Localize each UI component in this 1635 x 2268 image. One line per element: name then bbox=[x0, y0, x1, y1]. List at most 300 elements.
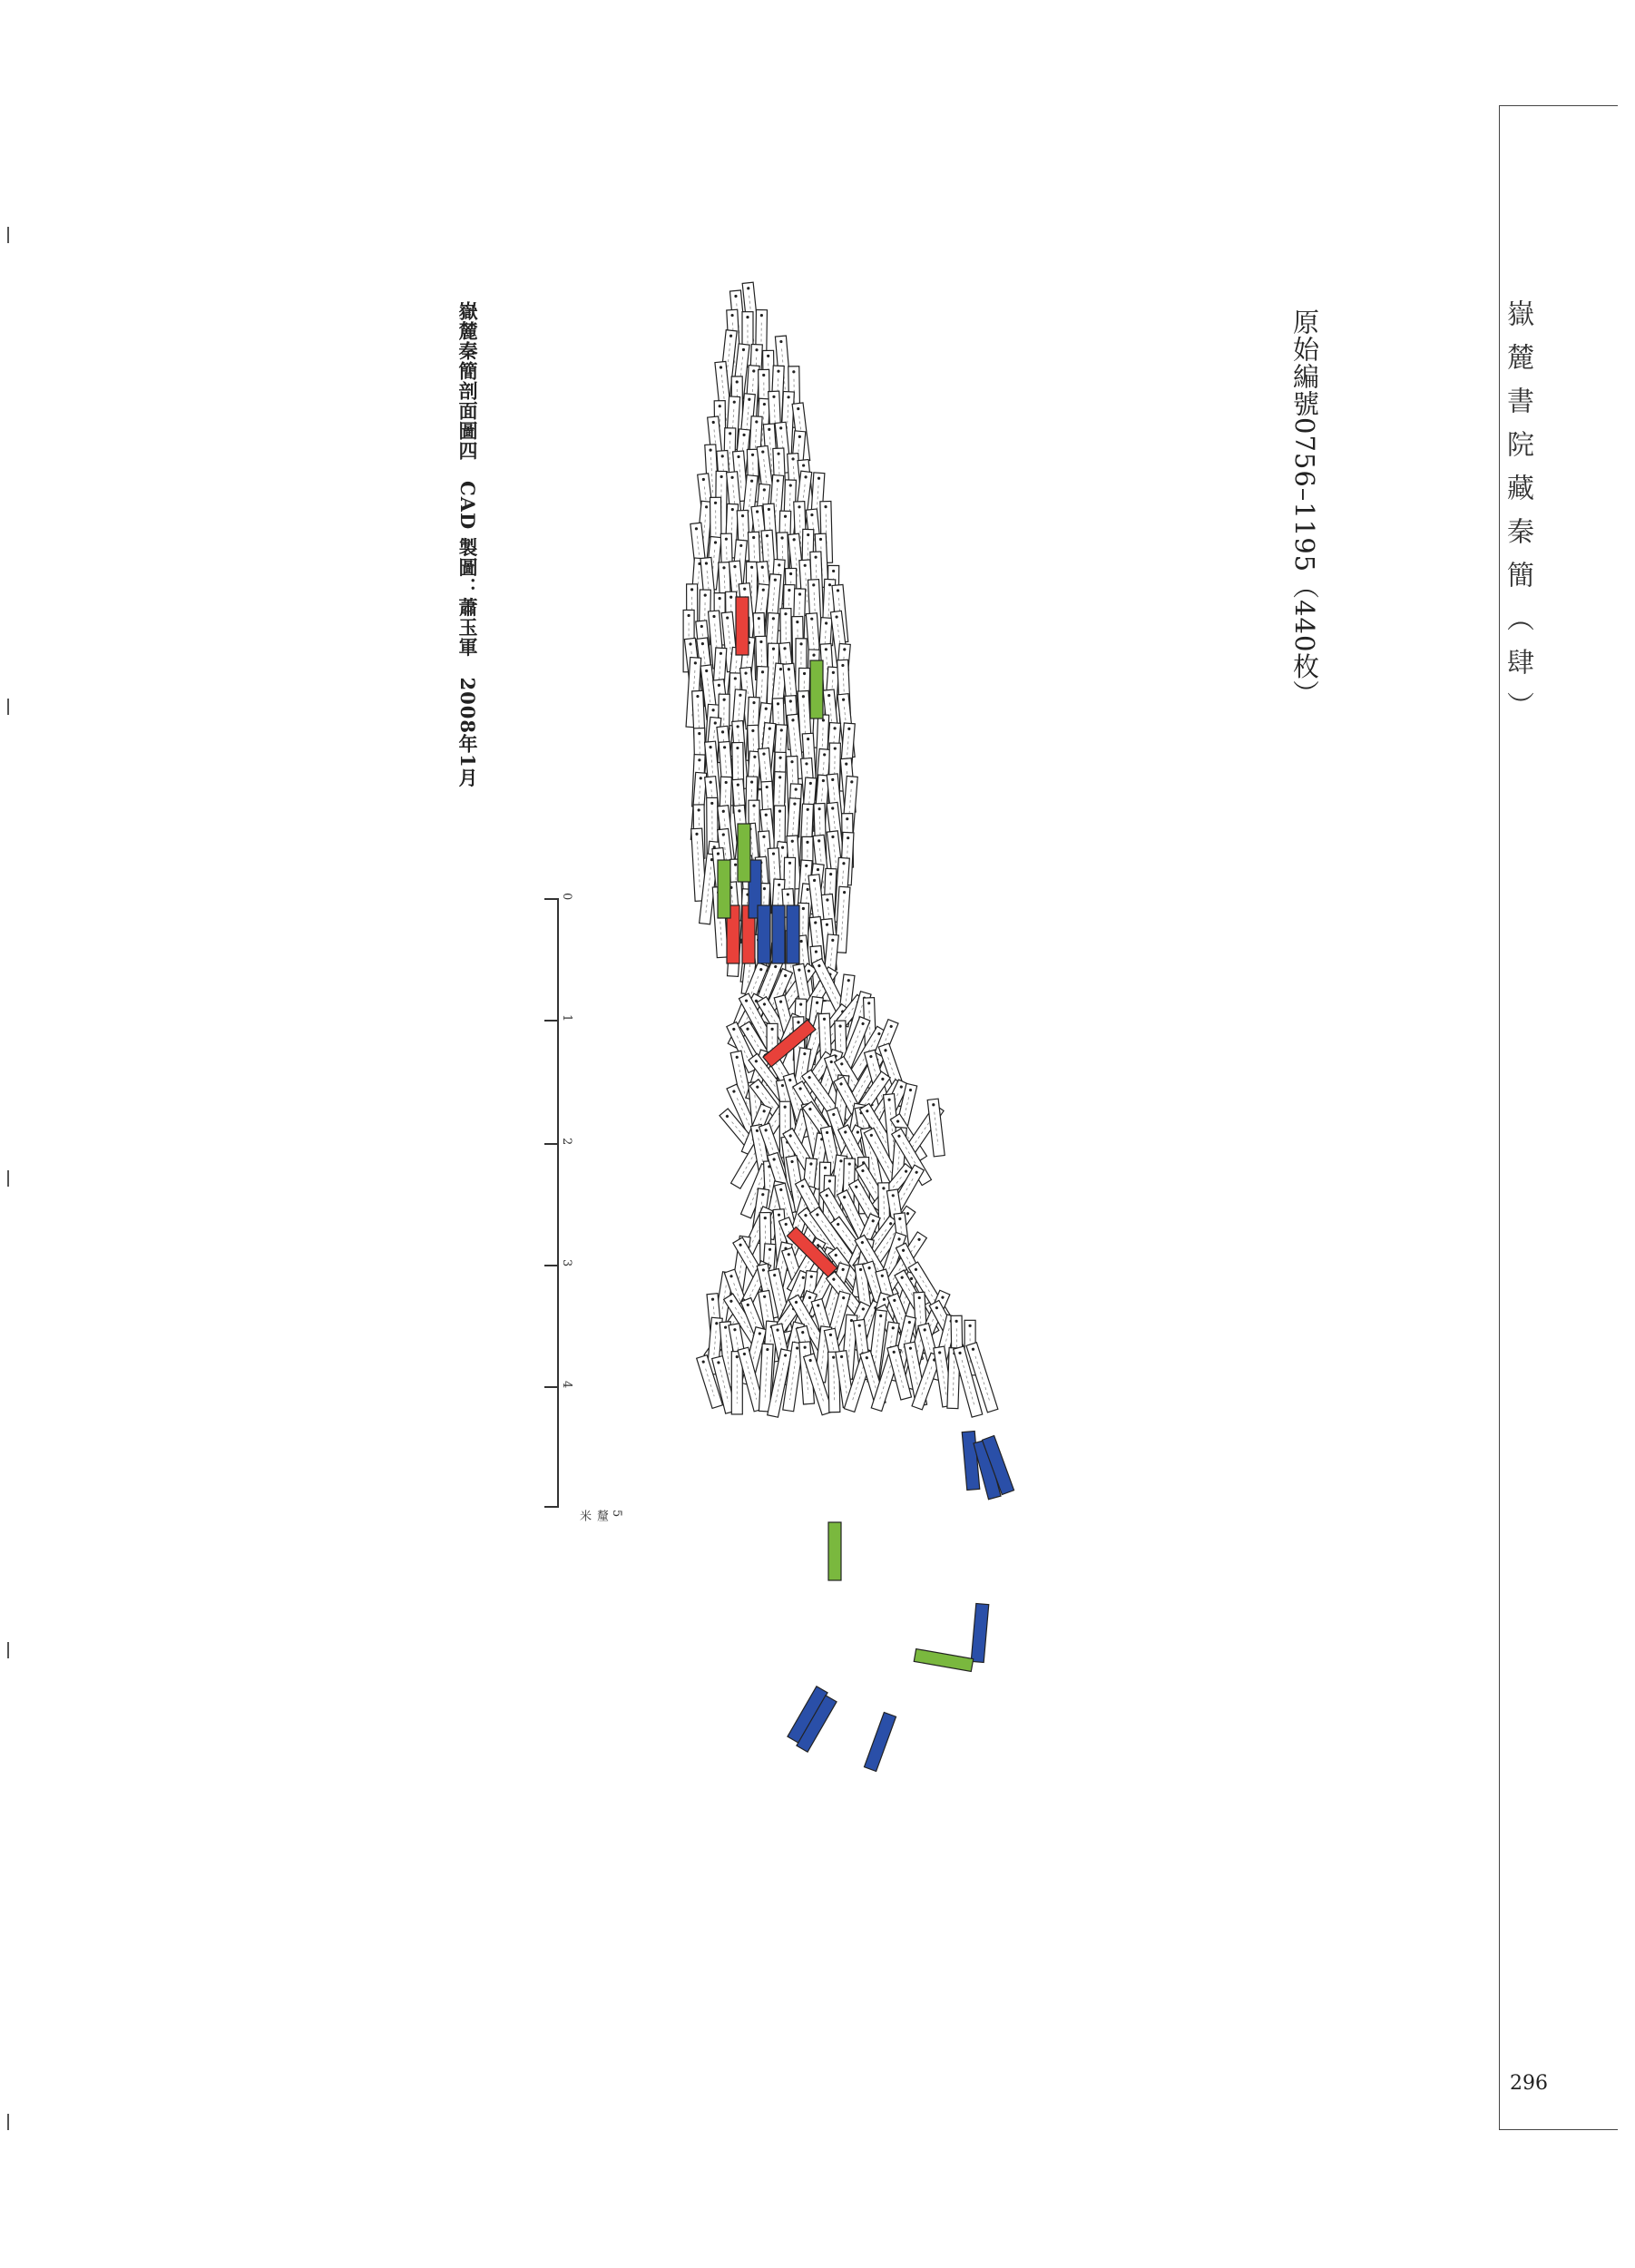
bamboo-slip bbox=[864, 998, 876, 1060]
bamboo-slip bbox=[769, 963, 817, 1025]
bamboo-slip bbox=[769, 391, 782, 449]
bamboo-slip bbox=[879, 1322, 899, 1382]
bamboo-slip bbox=[758, 748, 774, 803]
bamboo-slip bbox=[773, 1209, 788, 1271]
bamboo-slip bbox=[808, 580, 822, 651]
bamboo-slip bbox=[726, 591, 738, 641]
bamboo-slip bbox=[792, 1211, 825, 1268]
bamboo-slip bbox=[859, 1080, 905, 1140]
bamboo-slip bbox=[929, 1300, 967, 1358]
bamboo-slip bbox=[783, 480, 797, 549]
bamboo-slip bbox=[732, 720, 749, 788]
bamboo-slip bbox=[784, 1185, 816, 1257]
bamboo-slip bbox=[836, 643, 851, 696]
bamboo-slip bbox=[878, 1043, 909, 1106]
bamboo-slip bbox=[733, 805, 749, 855]
bamboo-slip bbox=[792, 403, 810, 462]
bamboo-slip bbox=[704, 1299, 752, 1361]
bamboo-slip bbox=[750, 1124, 772, 1187]
bamboo-slip bbox=[719, 330, 737, 403]
bamboo-slip bbox=[808, 1004, 850, 1055]
bamboo-slip bbox=[746, 1050, 771, 1100]
bamboo-slip bbox=[864, 1293, 891, 1352]
bamboo-slip bbox=[718, 694, 729, 763]
bamboo-slip bbox=[769, 1242, 792, 1305]
bamboo-slip bbox=[865, 1050, 893, 1118]
bamboo-slip bbox=[783, 1073, 811, 1138]
bamboo-slip bbox=[782, 1322, 804, 1374]
bamboo-slip bbox=[700, 854, 719, 924]
bamboo-slip bbox=[812, 694, 826, 748]
bamboo-slip bbox=[745, 777, 757, 835]
bamboo-slip bbox=[732, 779, 749, 847]
bamboo-slip bbox=[810, 946, 826, 1002]
bamboo-slip bbox=[757, 997, 794, 1049]
bamboo-slip bbox=[756, 636, 769, 704]
bamboo-slip bbox=[754, 919, 769, 974]
bamboo-slip bbox=[720, 1322, 736, 1388]
bamboo-slip bbox=[741, 941, 758, 995]
scale-tick bbox=[544, 898, 559, 900]
bamboo-slip bbox=[815, 533, 828, 587]
bamboo-slip bbox=[825, 1055, 852, 1108]
bamboo-slip bbox=[683, 610, 694, 671]
bamboo-slip bbox=[823, 689, 840, 754]
bamboo-slip bbox=[832, 584, 848, 642]
bamboo-slip bbox=[826, 1272, 871, 1325]
bamboo-slip bbox=[778, 1217, 807, 1268]
scale-tick-label: 1 bbox=[560, 1014, 573, 1022]
bamboo-slip bbox=[727, 647, 743, 703]
bamboo-slip bbox=[819, 994, 866, 1049]
bamboo-slip bbox=[947, 1348, 960, 1409]
bamboo-slip bbox=[782, 889, 797, 953]
bamboo-slip bbox=[774, 806, 786, 866]
bamboo-slip bbox=[786, 798, 800, 860]
bamboo-slip bbox=[749, 800, 759, 856]
bamboo-slip bbox=[827, 565, 839, 616]
scale-tick bbox=[544, 1020, 559, 1022]
scan-edge-mark bbox=[7, 227, 9, 243]
bamboo-slip bbox=[747, 449, 759, 502]
bamboo-slip bbox=[768, 848, 783, 918]
bamboo-slip bbox=[773, 448, 787, 520]
bamboo-slip bbox=[737, 1207, 773, 1267]
bamboo-slip bbox=[788, 367, 800, 428]
bamboo-slip bbox=[749, 1080, 788, 1127]
bamboo-slip bbox=[954, 1346, 983, 1417]
bamboo-slip bbox=[769, 560, 785, 631]
bamboo-slip bbox=[755, 703, 772, 757]
bamboo-slip bbox=[777, 533, 789, 604]
bamboo-slip bbox=[789, 1048, 811, 1116]
bamboo-slip bbox=[824, 1125, 865, 1195]
bamboo-slip bbox=[748, 960, 783, 1027]
bamboo-slip bbox=[777, 1270, 811, 1330]
bamboo-slip bbox=[739, 993, 778, 1053]
bamboo-slip bbox=[755, 856, 771, 924]
bamboo-slip bbox=[826, 722, 840, 776]
bamboo-slip bbox=[712, 648, 727, 700]
bamboo-slip bbox=[694, 728, 707, 790]
bamboo-slip bbox=[828, 1352, 840, 1413]
bamboo-slip bbox=[802, 1070, 851, 1133]
bamboo-slip bbox=[840, 758, 856, 813]
bamboo-slip bbox=[769, 663, 787, 728]
bamboo-slip bbox=[839, 723, 856, 792]
bamboo-slip bbox=[696, 621, 712, 679]
bamboo-slip bbox=[931, 1315, 957, 1381]
scale-tick bbox=[544, 1143, 559, 1145]
bamboo-slip bbox=[726, 396, 739, 450]
bamboo-slip bbox=[842, 814, 854, 868]
bamboo-slip bbox=[797, 903, 809, 972]
bamboo-slip bbox=[842, 1315, 857, 1379]
bamboo-slip bbox=[785, 696, 799, 750]
bamboo-slip bbox=[790, 431, 806, 484]
bamboo-slip bbox=[751, 1107, 788, 1155]
bamboo-slip bbox=[803, 1101, 849, 1161]
bamboo-slip bbox=[712, 847, 730, 919]
bamboo-slip bbox=[728, 920, 742, 976]
bamboo-slip bbox=[824, 868, 837, 920]
bamboo-slip bbox=[860, 1128, 883, 1192]
bamboo-slip bbox=[718, 806, 737, 875]
bamboo-slip bbox=[810, 552, 824, 624]
bamboo-slip bbox=[886, 1165, 924, 1219]
bamboo-slip bbox=[824, 1328, 845, 1380]
bamboo-slip bbox=[755, 398, 769, 464]
bamboo-slip bbox=[768, 943, 783, 1006]
bamboo-slip bbox=[717, 450, 731, 507]
bamboo-slip bbox=[740, 889, 754, 940]
bamboo-slip bbox=[802, 836, 813, 891]
bamboo-slip bbox=[750, 584, 769, 655]
bamboo-slip bbox=[746, 562, 757, 623]
bamboo-slip bbox=[760, 1244, 776, 1306]
bamboo-slip bbox=[827, 802, 844, 857]
bamboo-slip bbox=[741, 855, 756, 915]
bamboo-slip bbox=[828, 743, 840, 807]
bamboo-slip bbox=[808, 875, 827, 946]
serial-range-heading: 原始編號0756–1195（440枚） bbox=[1289, 308, 1320, 708]
bamboo-slip bbox=[727, 1084, 760, 1139]
bamboo-slip bbox=[757, 445, 776, 513]
bamboo-slip bbox=[810, 1207, 858, 1269]
bamboo-slip bbox=[720, 533, 732, 584]
bamboo-slip bbox=[707, 797, 719, 869]
bamboo-slip bbox=[753, 612, 767, 679]
bamboo-slip bbox=[802, 733, 816, 785]
bamboo-slip bbox=[752, 934, 771, 1000]
bamboo-slip bbox=[723, 428, 735, 489]
bamboo-slip bbox=[856, 1163, 897, 1223]
bamboo-slip bbox=[734, 429, 750, 485]
bamboo-slip bbox=[827, 774, 844, 842]
bamboo-slip bbox=[775, 336, 791, 404]
bamboo-slip bbox=[717, 726, 733, 779]
bamboo-slip bbox=[780, 609, 792, 679]
bamboo-slip bbox=[835, 886, 850, 953]
bamboo-slip bbox=[759, 369, 770, 421]
bamboo-slip bbox=[827, 1108, 853, 1158]
bamboo-slip bbox=[725, 503, 739, 558]
bamboo-slip bbox=[864, 1128, 904, 1190]
bamboo-slip bbox=[727, 1022, 759, 1072]
bamboo-slip bbox=[705, 741, 722, 810]
bamboo-slip bbox=[792, 616, 804, 671]
bamboo-slip bbox=[872, 1164, 914, 1212]
highlighted-slip-red bbox=[787, 1227, 837, 1276]
bamboo-slip bbox=[732, 540, 748, 591]
bamboo-slip bbox=[801, 529, 814, 601]
bamboo-slip bbox=[718, 828, 736, 899]
bamboo-slip bbox=[853, 1216, 898, 1271]
bamboo-slip bbox=[772, 842, 788, 893]
bamboo-slip bbox=[818, 1263, 849, 1333]
bamboo-slip bbox=[860, 1103, 900, 1160]
bamboo-slip bbox=[779, 1101, 790, 1158]
bamboo-slip bbox=[757, 1264, 779, 1319]
scan-edge-mark bbox=[7, 2114, 9, 2130]
bamboo-slip bbox=[759, 1213, 771, 1266]
bamboo-slip bbox=[790, 1051, 834, 1110]
book-title: 嶽麓書院藏秦簡（肆） bbox=[1502, 299, 1533, 735]
bamboo-slip bbox=[733, 1237, 776, 1300]
bamboo-slip bbox=[759, 831, 774, 889]
bamboo-slip bbox=[818, 1013, 832, 1081]
bamboo-slip bbox=[843, 992, 871, 1055]
bamboo-slip bbox=[886, 1189, 906, 1241]
bamboo-slip bbox=[811, 1299, 838, 1357]
bamboo-slip bbox=[769, 914, 780, 976]
bamboo-slip bbox=[818, 618, 832, 670]
bamboo-slip bbox=[748, 532, 760, 587]
bamboo-slip bbox=[728, 993, 763, 1049]
bamboo-slip bbox=[837, 974, 855, 1027]
bamboo-slip bbox=[866, 1206, 915, 1271]
bamboo-slip bbox=[794, 471, 812, 534]
scan-edge-mark bbox=[7, 1642, 9, 1658]
bamboo-slip bbox=[740, 1022, 778, 1074]
bamboo-slip bbox=[837, 660, 852, 731]
bamboo-slip bbox=[765, 1013, 803, 1083]
bamboo-slip bbox=[800, 1271, 818, 1324]
bamboo-slip bbox=[816, 748, 831, 800]
bamboo-slip bbox=[707, 1294, 724, 1362]
bamboo-slip bbox=[894, 1213, 911, 1266]
bamboo-slip bbox=[769, 1269, 793, 1334]
bamboo-slip bbox=[951, 1315, 963, 1375]
bamboo-slip bbox=[934, 1346, 954, 1407]
bamboo-slip bbox=[740, 911, 759, 983]
bamboo-slip bbox=[799, 1342, 815, 1404]
scale-unit-label: 5釐米 bbox=[577, 1510, 623, 1521]
bamboo-slip bbox=[748, 416, 762, 483]
bamboo-slip bbox=[684, 638, 702, 699]
bamboo-slip bbox=[767, 1023, 778, 1085]
bamboo-slip bbox=[809, 1050, 843, 1121]
bamboo-slip bbox=[691, 828, 706, 901]
scale-tick bbox=[544, 1506, 559, 1508]
bamboo-slip bbox=[710, 497, 722, 570]
bamboo-slip bbox=[737, 510, 750, 561]
bamboo-slip bbox=[693, 805, 705, 858]
bamboo-slip bbox=[715, 1272, 734, 1324]
highlighted-slip-blue bbox=[864, 1713, 896, 1772]
bamboo-slip bbox=[705, 704, 720, 759]
scale-tick-label: 3 bbox=[560, 1259, 573, 1267]
bamboo-slip bbox=[761, 1321, 778, 1393]
bamboo-slip bbox=[697, 638, 716, 707]
bamboo-slip bbox=[912, 1353, 941, 1410]
highlighted-slip-red bbox=[763, 1020, 816, 1067]
bamboo-slip bbox=[849, 1301, 883, 1352]
bamboo-slip bbox=[773, 725, 788, 791]
bamboo-slip bbox=[801, 1102, 824, 1160]
bamboo-slip bbox=[770, 879, 785, 950]
bamboo-slip bbox=[774, 995, 798, 1048]
bamboo-slip bbox=[729, 290, 746, 347]
bamboo-slip bbox=[729, 1236, 750, 1306]
bamboo-slip bbox=[692, 755, 705, 807]
bamboo-slip bbox=[966, 1343, 998, 1413]
bamboo-slip bbox=[799, 560, 814, 616]
bamboo-slip bbox=[811, 1246, 856, 1302]
bamboo-slip bbox=[719, 562, 732, 621]
bamboo-slip bbox=[835, 1057, 874, 1111]
bamboo-slip bbox=[760, 969, 793, 1024]
bamboo-slip bbox=[749, 1081, 765, 1141]
bamboo-slip bbox=[855, 1235, 898, 1298]
bamboo-slip bbox=[720, 1109, 772, 1168]
highlighted-slip-green bbox=[914, 1649, 973, 1672]
scale-tick bbox=[544, 1386, 559, 1388]
bamboo-slip bbox=[783, 1129, 824, 1187]
bamboo-slip bbox=[690, 772, 706, 840]
bamboo-slip bbox=[837, 694, 855, 758]
bamboo-slip bbox=[741, 1164, 772, 1218]
bamboo-slip bbox=[756, 310, 768, 371]
bamboo-slip bbox=[804, 1354, 833, 1415]
bamboo-slip bbox=[793, 1081, 832, 1137]
bamboo-slip bbox=[705, 777, 722, 844]
bamboo-slip bbox=[814, 804, 827, 860]
bamboo-slip bbox=[837, 1190, 875, 1252]
bamboo-slip bbox=[903, 1325, 929, 1389]
bamboo-slip bbox=[786, 1156, 806, 1213]
bamboo-slip bbox=[902, 1105, 944, 1159]
bamboo-slip bbox=[806, 509, 822, 563]
highlighted-slip-blue bbox=[982, 1436, 1013, 1495]
bamboo-slip bbox=[748, 725, 760, 790]
bamboo-slip bbox=[915, 1290, 950, 1354]
bamboo-slip bbox=[890, 1127, 906, 1196]
bamboo-slip bbox=[964, 1320, 975, 1375]
bamboo-slip bbox=[830, 611, 848, 671]
bamboo-slip bbox=[757, 883, 769, 938]
bamboo-slip bbox=[775, 422, 791, 473]
highlighted-slip-green bbox=[828, 1522, 841, 1580]
bamboo-slip bbox=[697, 1355, 723, 1409]
bamboo-slip bbox=[795, 1179, 834, 1241]
scale-bar bbox=[544, 893, 623, 1521]
bamboo-slip bbox=[788, 533, 805, 589]
bamboo-slip bbox=[715, 471, 727, 542]
bamboo-slip bbox=[765, 1049, 803, 1102]
bamboo-slip bbox=[712, 1356, 737, 1413]
highlighted-slip-red bbox=[742, 905, 755, 963]
bamboo-slip bbox=[844, 1353, 872, 1412]
highlighted-slip-green bbox=[738, 824, 750, 882]
bamboo-slip bbox=[896, 1243, 935, 1305]
bamboo-slip bbox=[759, 1290, 781, 1362]
bamboo-slip bbox=[834, 1077, 869, 1129]
bamboo-slip bbox=[763, 1181, 786, 1240]
bamboo-slip bbox=[822, 934, 839, 1002]
bamboo-slip bbox=[692, 690, 706, 748]
bamboo-slip bbox=[794, 502, 808, 562]
bamboo-slip bbox=[772, 699, 785, 752]
highlighted-slip-blue bbox=[971, 1604, 989, 1663]
bamboo-slip bbox=[800, 1158, 817, 1216]
bamboo-slip bbox=[858, 1158, 870, 1214]
bamboo-slip bbox=[908, 1262, 954, 1327]
bamboo-slip bbox=[761, 781, 775, 835]
bamboo-slip bbox=[798, 459, 814, 512]
bamboo-slip bbox=[835, 857, 850, 923]
bamboo-slip bbox=[690, 523, 709, 590]
bamboo-slip bbox=[820, 1126, 843, 1187]
bamboo-slip bbox=[795, 935, 814, 1005]
bamboo-slip bbox=[786, 931, 797, 1001]
highlighted-slip-red bbox=[736, 597, 749, 655]
scale-line bbox=[557, 898, 559, 1508]
bamboo-slip bbox=[887, 1345, 912, 1400]
bamboo-slip bbox=[739, 667, 757, 728]
highlighted-slip-blue bbox=[758, 905, 770, 963]
highlighted-slip-blue bbox=[788, 1686, 827, 1743]
bamboo-slip bbox=[754, 666, 769, 732]
bamboo-slip bbox=[798, 668, 810, 736]
bamboo-slip bbox=[768, 1152, 797, 1214]
bamboo-slip bbox=[878, 1232, 926, 1297]
bamboo-slip bbox=[727, 472, 744, 543]
bamboo-slip bbox=[812, 676, 827, 730]
bamboo-slip bbox=[742, 312, 753, 367]
bamboo-slip bbox=[690, 558, 705, 624]
bamboo-slip bbox=[740, 475, 758, 542]
bamboo-slip bbox=[809, 916, 827, 978]
bamboo-slip bbox=[746, 751, 760, 809]
bamboo-slip bbox=[807, 1247, 837, 1301]
bamboo-slip bbox=[775, 1183, 798, 1239]
bamboo-slip bbox=[707, 1317, 722, 1374]
bamboo-slip bbox=[812, 959, 853, 1025]
bamboo-slip bbox=[721, 612, 738, 672]
bamboo-slip bbox=[719, 741, 734, 806]
bamboo-slip bbox=[767, 643, 778, 707]
highlighted-slip-blue bbox=[974, 1440, 1001, 1499]
bamboo-slip bbox=[742, 282, 760, 353]
bamboo-slip bbox=[741, 1104, 771, 1156]
bamboo-slip bbox=[836, 1351, 854, 1408]
bamboo-slip bbox=[700, 557, 718, 624]
bamboo-slip bbox=[863, 1261, 892, 1322]
bamboo-slip bbox=[730, 689, 746, 757]
bamboo-slip bbox=[712, 886, 728, 957]
bamboo-slip bbox=[783, 584, 795, 655]
